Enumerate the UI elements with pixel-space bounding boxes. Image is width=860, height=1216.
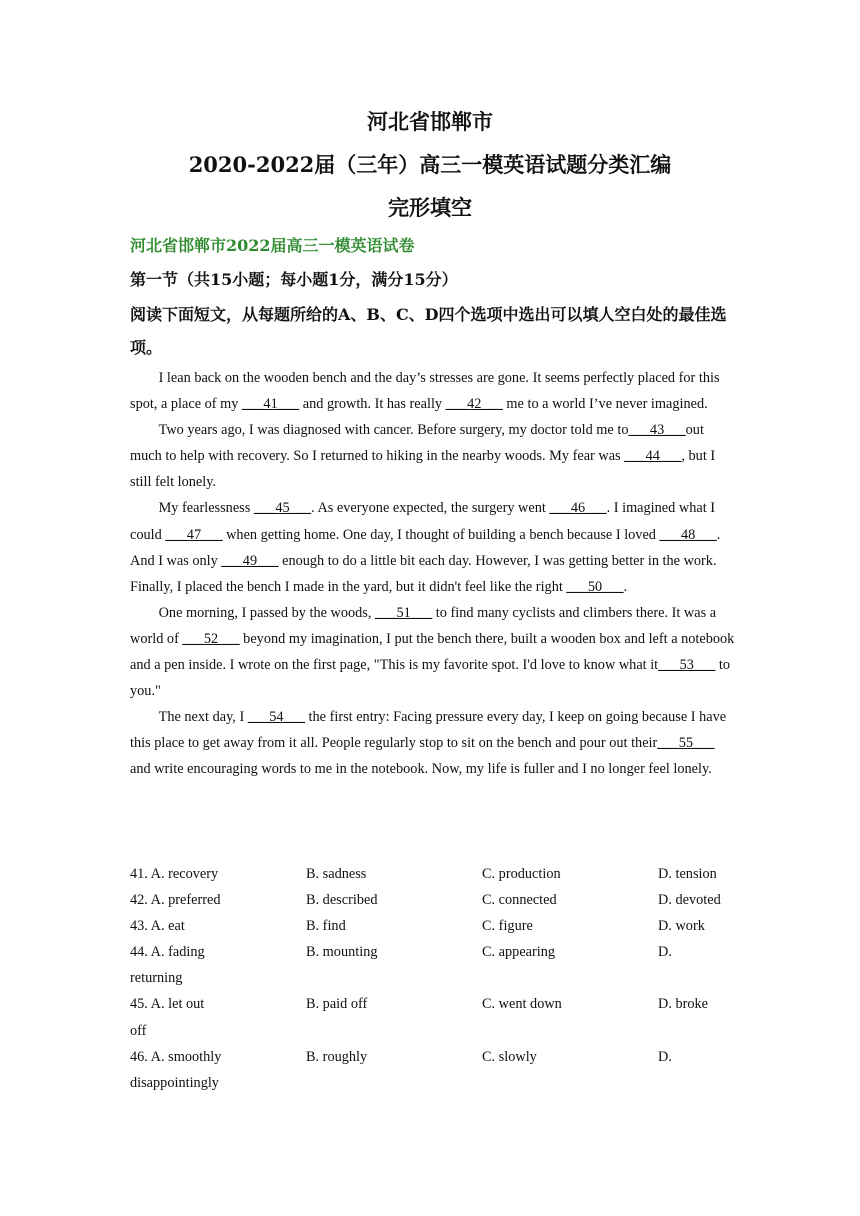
question-43-row — [130, 913, 735, 939]
option-d: D. — [658, 944, 672, 961]
cloze-passage — [130, 365, 735, 783]
option-d: D. tension — [658, 866, 717, 882]
question-44-row — [130, 939, 735, 991]
question-41-row — [130, 861, 735, 887]
question-42-row — [130, 887, 735, 913]
option-a: 45. A. let out — [130, 996, 205, 1013]
option-c: C. figure — [482, 918, 533, 935]
option-d-continued: off — [130, 1022, 147, 1039]
question-46-row — [130, 1044, 735, 1096]
header-category-title: 完形填空 — [388, 195, 472, 220]
part-title: 第一节（共15小题；每小题1分，满分15分） — [130, 270, 458, 289]
option-d: D. — [658, 1048, 672, 1065]
blank-43: ___43___ — [628, 422, 686, 439]
option-b: B. paid off — [306, 996, 368, 1013]
header-region-title: 河北省邯郸市 — [367, 109, 493, 134]
option-a: 44. A. fading — [130, 944, 205, 961]
blank-54: ___54___ — [247, 709, 305, 726]
header-collection-title: 2020-2022届（三年）高三一模英语试题分类汇编 — [188, 152, 672, 177]
question-45-row — [130, 991, 735, 1043]
option-d: D. work — [658, 918, 705, 935]
blank-53: ___53___ — [658, 657, 716, 674]
passage-paragraph-4: One morning, I passed by the woods, ___51___ to find many cyclists and climbers there. It was a world of ___52___ beyond my imagination, I put the bench there, built a wooden box and left a notebook and a pen inside. I wrote on the first page, "This is my favorite spot. I'd love to know what it___53___ to you." — [130, 604, 735, 700]
option-a: 43. A. eat — [130, 918, 185, 935]
option-b: B. sadness — [306, 866, 367, 882]
blank-50: ___50___ — [566, 578, 624, 595]
option-c: C. connected — [482, 892, 557, 909]
blank-46: ___46___ — [549, 500, 607, 517]
option-c: C. went down — [482, 996, 562, 1013]
option-c: C. production — [482, 866, 561, 882]
option-c: C. slowly — [482, 1048, 537, 1065]
blank-49: ___49___ — [221, 552, 279, 569]
blank-48: ___48___ — [659, 526, 717, 543]
option-b: B. mounting — [306, 944, 378, 961]
option-b: B. roughly — [306, 1048, 368, 1065]
passage-paragraph-5: The next day, I ___54___ the first entry: Facing pressure every day, I keep on going because I have this place to get away from it all. People regularly stop to sit on the bench and pour out their___55___ and write encouraging words to me in the notebook. Now, my life is fuller and I no longer feel lonely. — [130, 709, 727, 778]
option-a: 42. A. preferred — [130, 892, 221, 909]
blank-52: ___52___ — [182, 630, 240, 647]
option-d: D. devoted — [658, 892, 721, 909]
blank-51: ___51___ — [375, 604, 433, 621]
blank-44: ___44___ — [624, 448, 682, 465]
passage-paragraph-1: I lean back on the wooden bench and the day’s stresses are gone. It seems perfectly placed for this spot, a place of my ___41___ and growth. It has really ___42___ me to a world I’ve never imagined. — [130, 370, 720, 413]
blank-42: ___42___ — [445, 396, 503, 413]
option-d-continued: disappointingly — [130, 1074, 219, 1091]
option-d: D. broke — [658, 996, 709, 1013]
option-d-continued: returning — [130, 970, 183, 987]
blank-45: ___45___ — [253, 500, 312, 517]
option-c: C. appearing — [482, 944, 556, 961]
option-b: B. described — [306, 892, 378, 909]
instruction-text: 阅读下面短文，从每题所给的A、B、C、D四个选项中选出可以填人空白处的最佳选项。 — [130, 305, 727, 357]
option-a: 41. A. recovery — [130, 866, 219, 882]
exam-section-title: 河北省邯郸市2022届高三一模英语试卷 — [130, 236, 415, 255]
blank-47: ___47___ — [165, 526, 223, 543]
option-b: B. find — [306, 918, 346, 935]
blank-55: ___55___ — [657, 735, 715, 752]
option-a: 46. A. smoothly — [130, 1048, 222, 1065]
passage-paragraph-2: Two years ago, I was diagnosed with cancer. Before surgery, my doctor told me to___43___out much to help with recovery. So I returned to hiking in the nearby woods. My fear was ___44___, but I still felt lonely. — [130, 422, 716, 491]
document-header — [0, 100, 860, 229]
blank-41: ___41___ — [241, 396, 300, 413]
answer-options — [130, 861, 735, 1096]
passage-paragraph-3: My fearlessness ___45___. As everyone expected, the surgery went ___46___. I imagined what I could ___47___ when getting home. One day, I thought of building a bench because I loved ___48___. And I was only ___49___ enough to do a little bit each day. However, I was getting better in the work. Finally, I placed the bench I made in the yard, but it didn't feel like the right ___50___. — [130, 500, 721, 595]
